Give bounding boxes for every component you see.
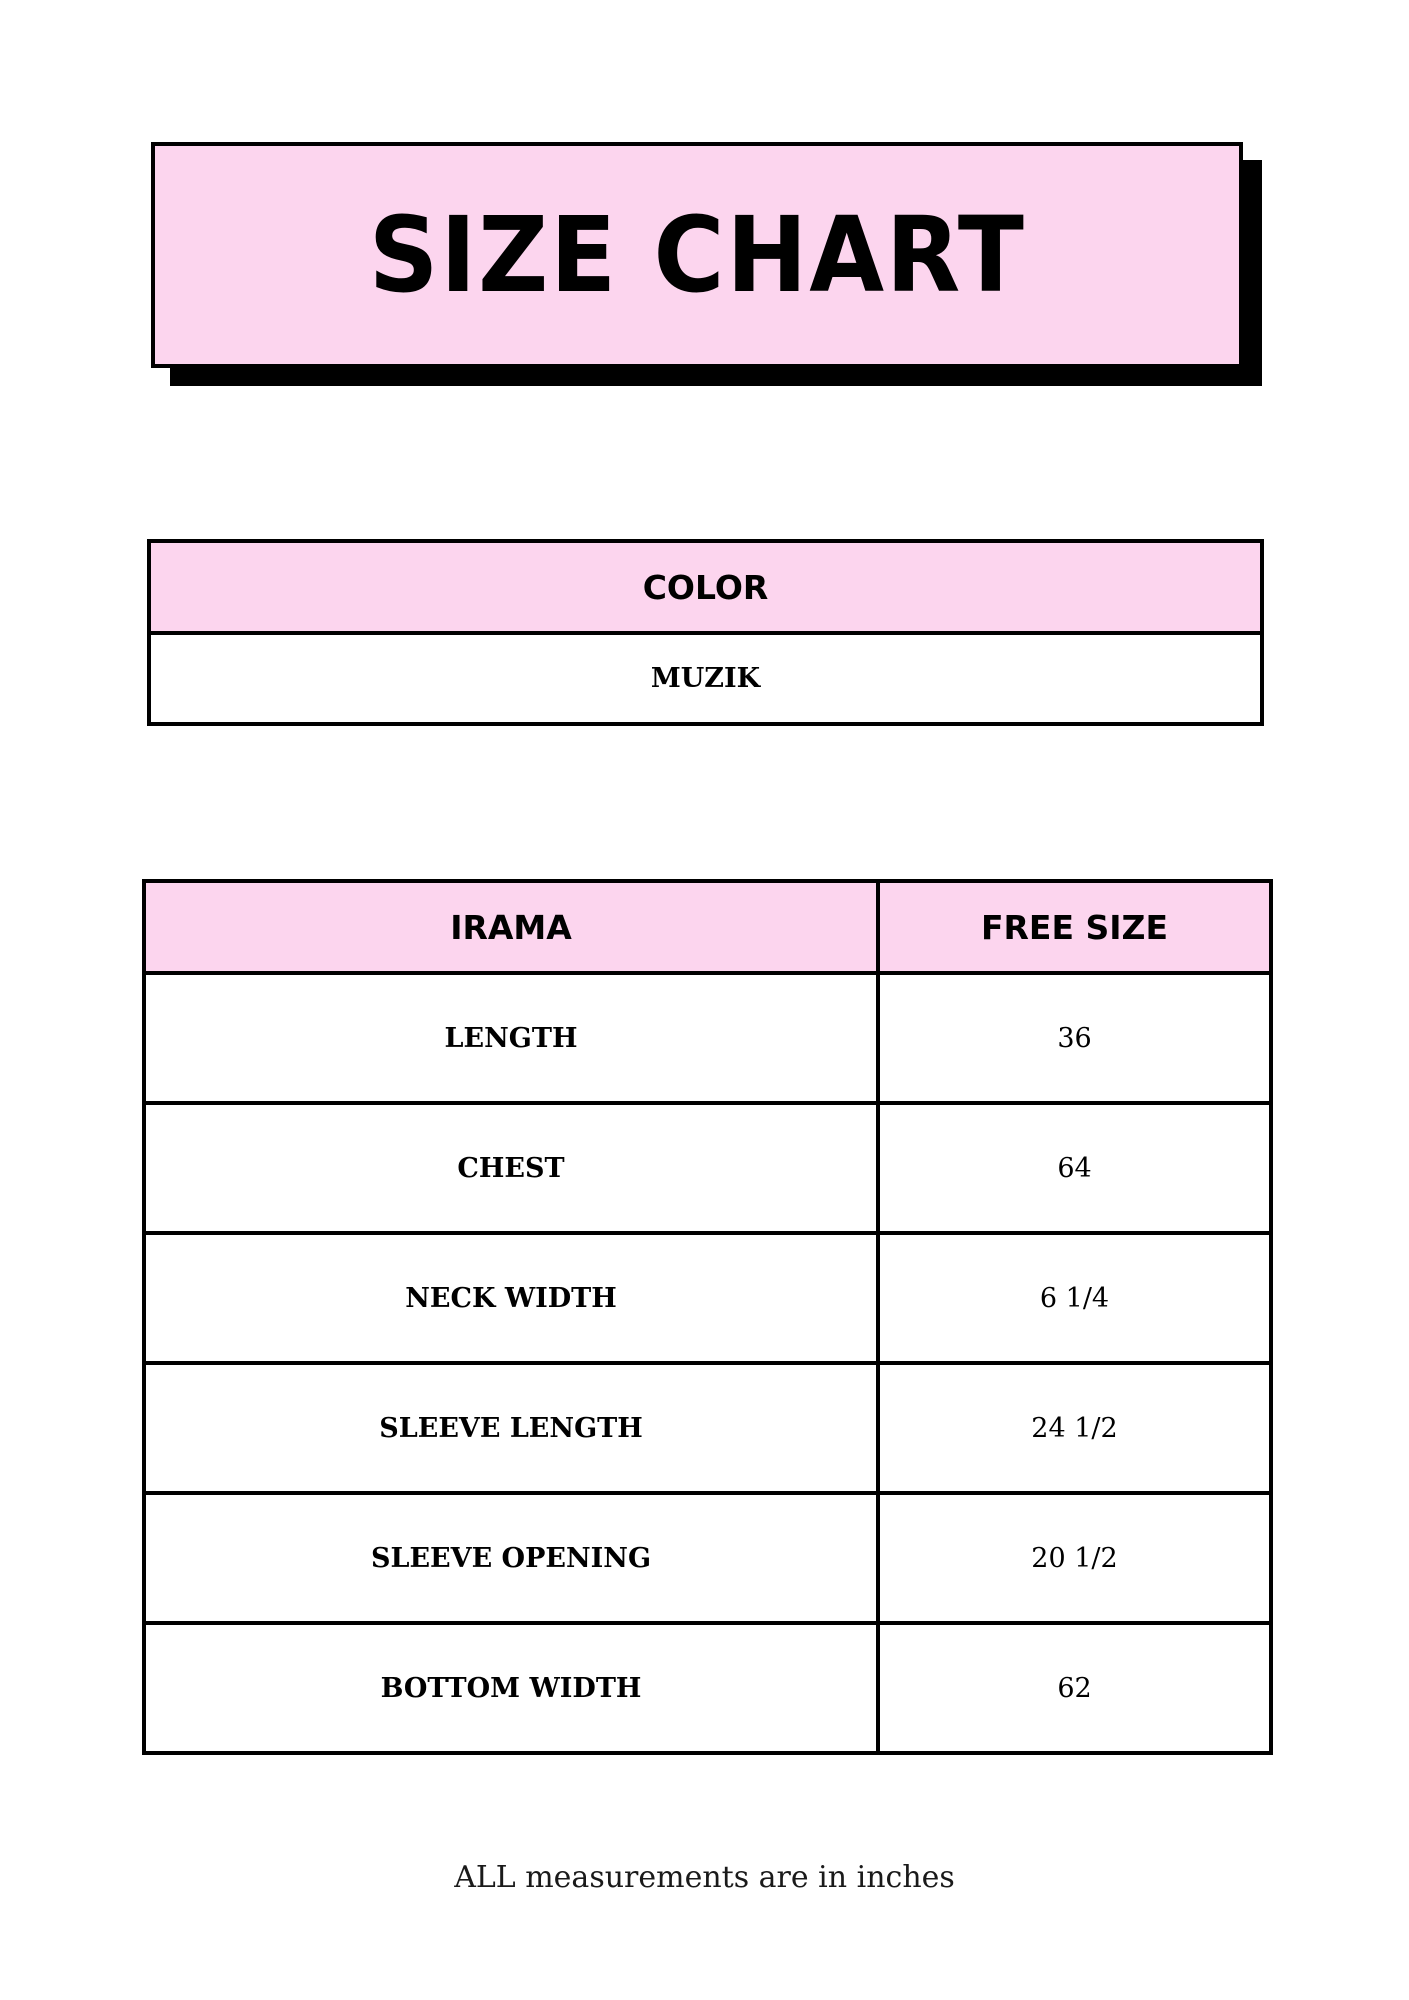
measurement-label: SLEEVE LENGTH [144,1363,878,1493]
column-header-measurement: IRAMA [144,881,878,973]
color-table [147,539,1264,726]
color-table-row [151,635,1260,722]
measurement-label: CHEST [144,1103,878,1233]
color-value: MUZIK [650,663,761,694]
measurement-value: 24 1/2 [878,1363,1271,1493]
table-row [144,1233,1271,1363]
measurement-value: 20 1/2 [878,1493,1271,1623]
measurement-value: 62 [878,1623,1271,1753]
column-header-size: FREE SIZE [878,881,1271,973]
measurement-label: SLEEVE OPENING [144,1493,878,1623]
measurement-label: NECK WIDTH [144,1233,878,1363]
measurement-value: 64 [878,1103,1271,1233]
table-row [144,1623,1271,1753]
table-row [144,973,1271,1103]
measurement-note: ALL measurements are in inches [454,1860,955,1895]
table-row [144,1103,1271,1233]
title-banner [151,142,1243,368]
color-table-header [151,543,1260,635]
measurement-value: 6 1/4 [878,1233,1271,1363]
size-table-header-row [144,881,1271,973]
table-row [144,1493,1271,1623]
measurement-label: LENGTH [144,973,878,1103]
size-table [142,879,1273,1755]
color-header-label: COLOR [642,567,769,607]
measurement-label: BOTTOM WIDTH [144,1623,878,1753]
measurement-value: 36 [878,973,1271,1103]
table-row [144,1363,1271,1493]
page-title: SIZE CHART [368,194,1026,316]
